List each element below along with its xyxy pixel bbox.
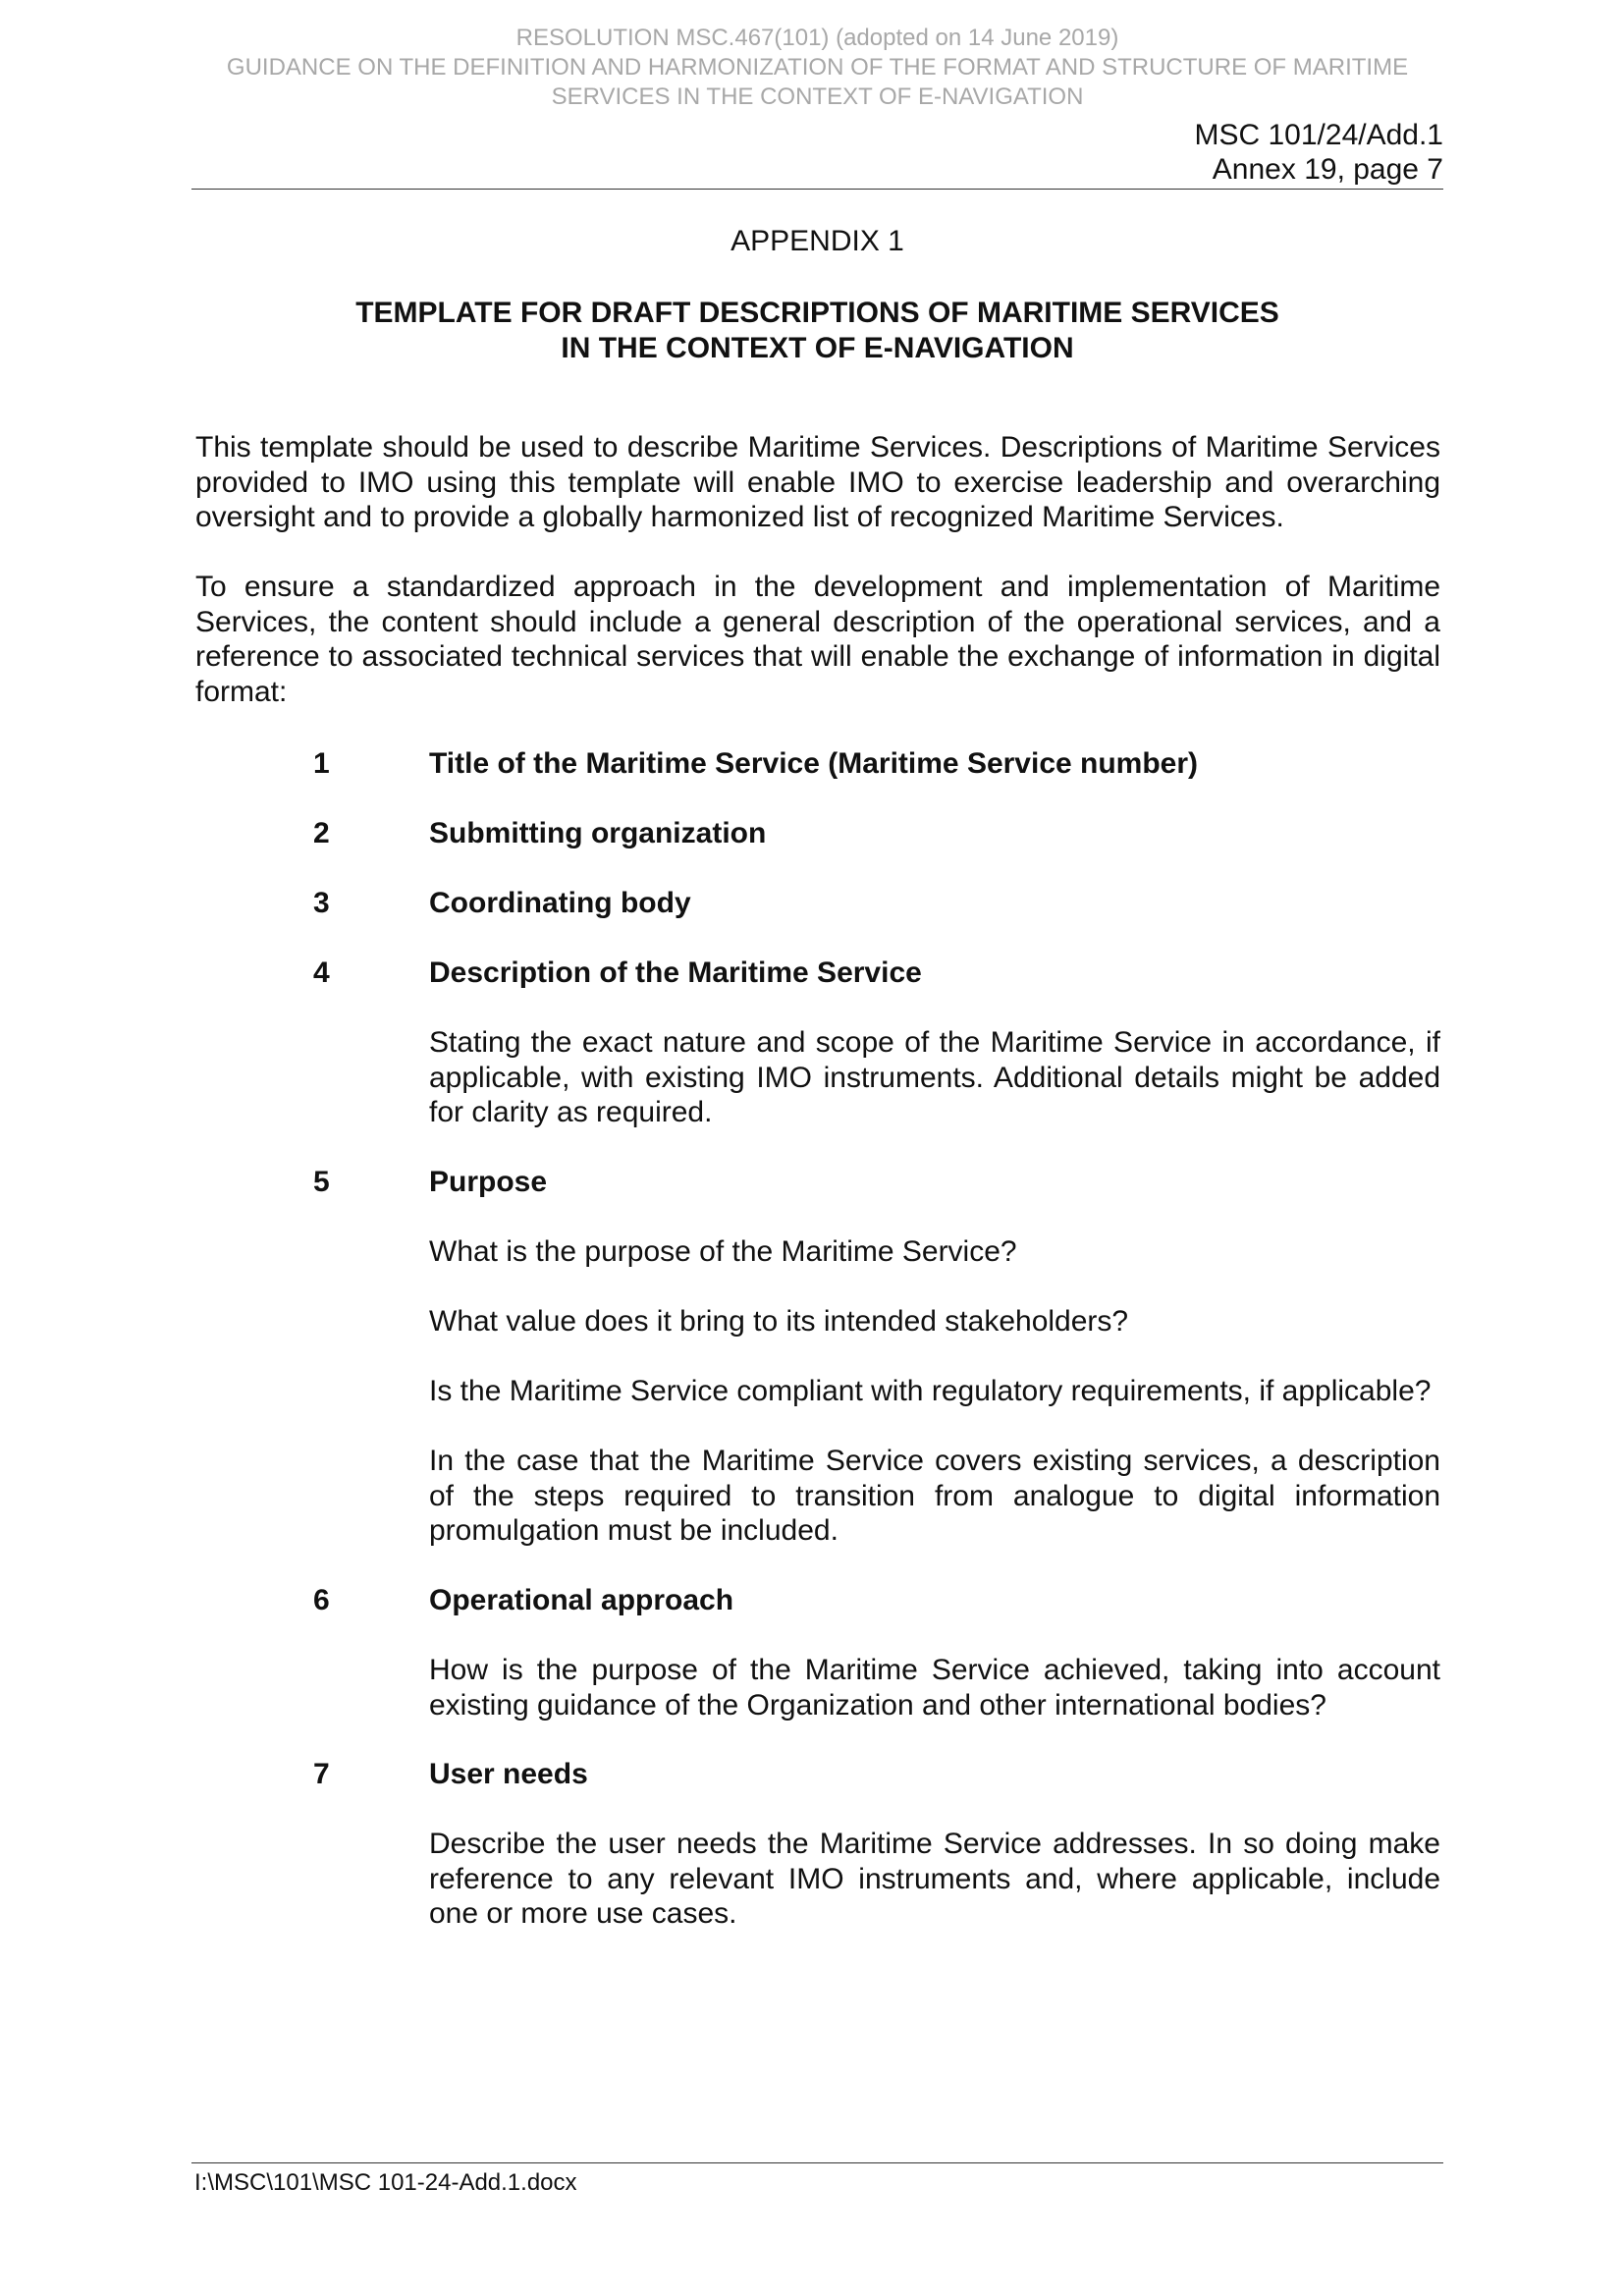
footer-divider: [191, 2162, 1443, 2163]
footer-file-path: I:\MSC\101\MSC 101-24-Add.1.docx: [194, 2169, 577, 2196]
document-symbol: MSC 101/24/Add.1: [1194, 119, 1443, 151]
section-heading: Operational approach: [429, 1584, 734, 1616]
intro-paragraph-1: This template should be used to describe Maritime Services. Descriptions of Maritime Services provided to IMO using this template will enable IMO to exercise leadership and overarching oversight and to provide a globally harmonized list of recognized Maritime Services.: [195, 431, 1440, 533]
section-heading: Submitting organization: [429, 817, 767, 849]
section-paragraph: What is the purpose of the Maritime Service?: [429, 1235, 1017, 1268]
section-paragraph: How is the purpose of the Maritime Service achieved, taking into account existing guidance of the Organization and other international bodies?: [429, 1654, 1440, 1722]
section-paragraph: Is the Maritime Service compliant with regulatory requirements, if applicable?: [429, 1375, 1432, 1407]
section-number: 6: [313, 1584, 330, 1616]
running-header: [191, 24, 1443, 112]
section-number: 4: [313, 957, 330, 989]
section-heading: Title of the Maritime Service (Maritime Service number): [429, 747, 1199, 780]
page-title-line-1: TEMPLATE FOR DRAFT DESCRIPTIONS OF MARITIME SERVICES: [355, 297, 1279, 329]
section-paragraph: Stating the exact nature and scope of the Maritime Service in accordance, if applicable, with existing IMO instruments. Additional details might be added for clarity as required.: [429, 1026, 1440, 1128]
section-paragraph: In the case that the Maritime Service covers existing services, a description of the steps required to transition from analogue to digital information promulgation must be included.: [429, 1445, 1440, 1547]
section-heading: User needs: [429, 1758, 588, 1790]
section-heading: Coordinating body: [429, 887, 691, 919]
page-title-line-2: IN THE CONTEXT OF E-NAVIGATION: [561, 332, 1074, 364]
guidance-title-line-1: GUIDANCE ON THE DEFINITION AND HARMONIZATION OF THE FORMAT AND STRUCTURE OF MARITIME: [226, 54, 1409, 81]
section-heading: Purpose: [429, 1166, 548, 1198]
section-number: 2: [313, 817, 330, 849]
section-heading: Description of the Maritime Service: [429, 957, 922, 989]
section-number: 7: [313, 1758, 330, 1790]
header-divider: [191, 189, 1443, 190]
section-paragraph: What value does it bring to its intended stakeholders?: [429, 1305, 1129, 1338]
document-reference: [1195, 118, 1444, 187]
guidance-title-line-2: SERVICES IN THE CONTEXT OF E-NAVIGATION: [551, 83, 1084, 110]
section-number: 1: [313, 747, 330, 780]
resolution-line: RESOLUTION MSC.467(101) (adopted on 14 June 2019): [515, 25, 1119, 51]
appendix-label: APPENDIX 1: [730, 225, 904, 257]
annex-page-number: Annex 19, page 7: [1212, 153, 1443, 186]
page-title: [191, 296, 1443, 366]
section-paragraph: Describe the user needs the Maritime Service addresses. In so doing make reference to any relevant IMO instruments and, where applicable, include one or more use cases.: [429, 1828, 1440, 1930]
section-number: 3: [313, 887, 330, 919]
section-number: 5: [313, 1166, 330, 1198]
intro-paragraph-2: To ensure a standardized approach in the development and implementation of Maritime Services, the content should include a general description of the operational services, and a reference to associated technical services that will enable the exchange of information in digital format:: [195, 571, 1440, 708]
